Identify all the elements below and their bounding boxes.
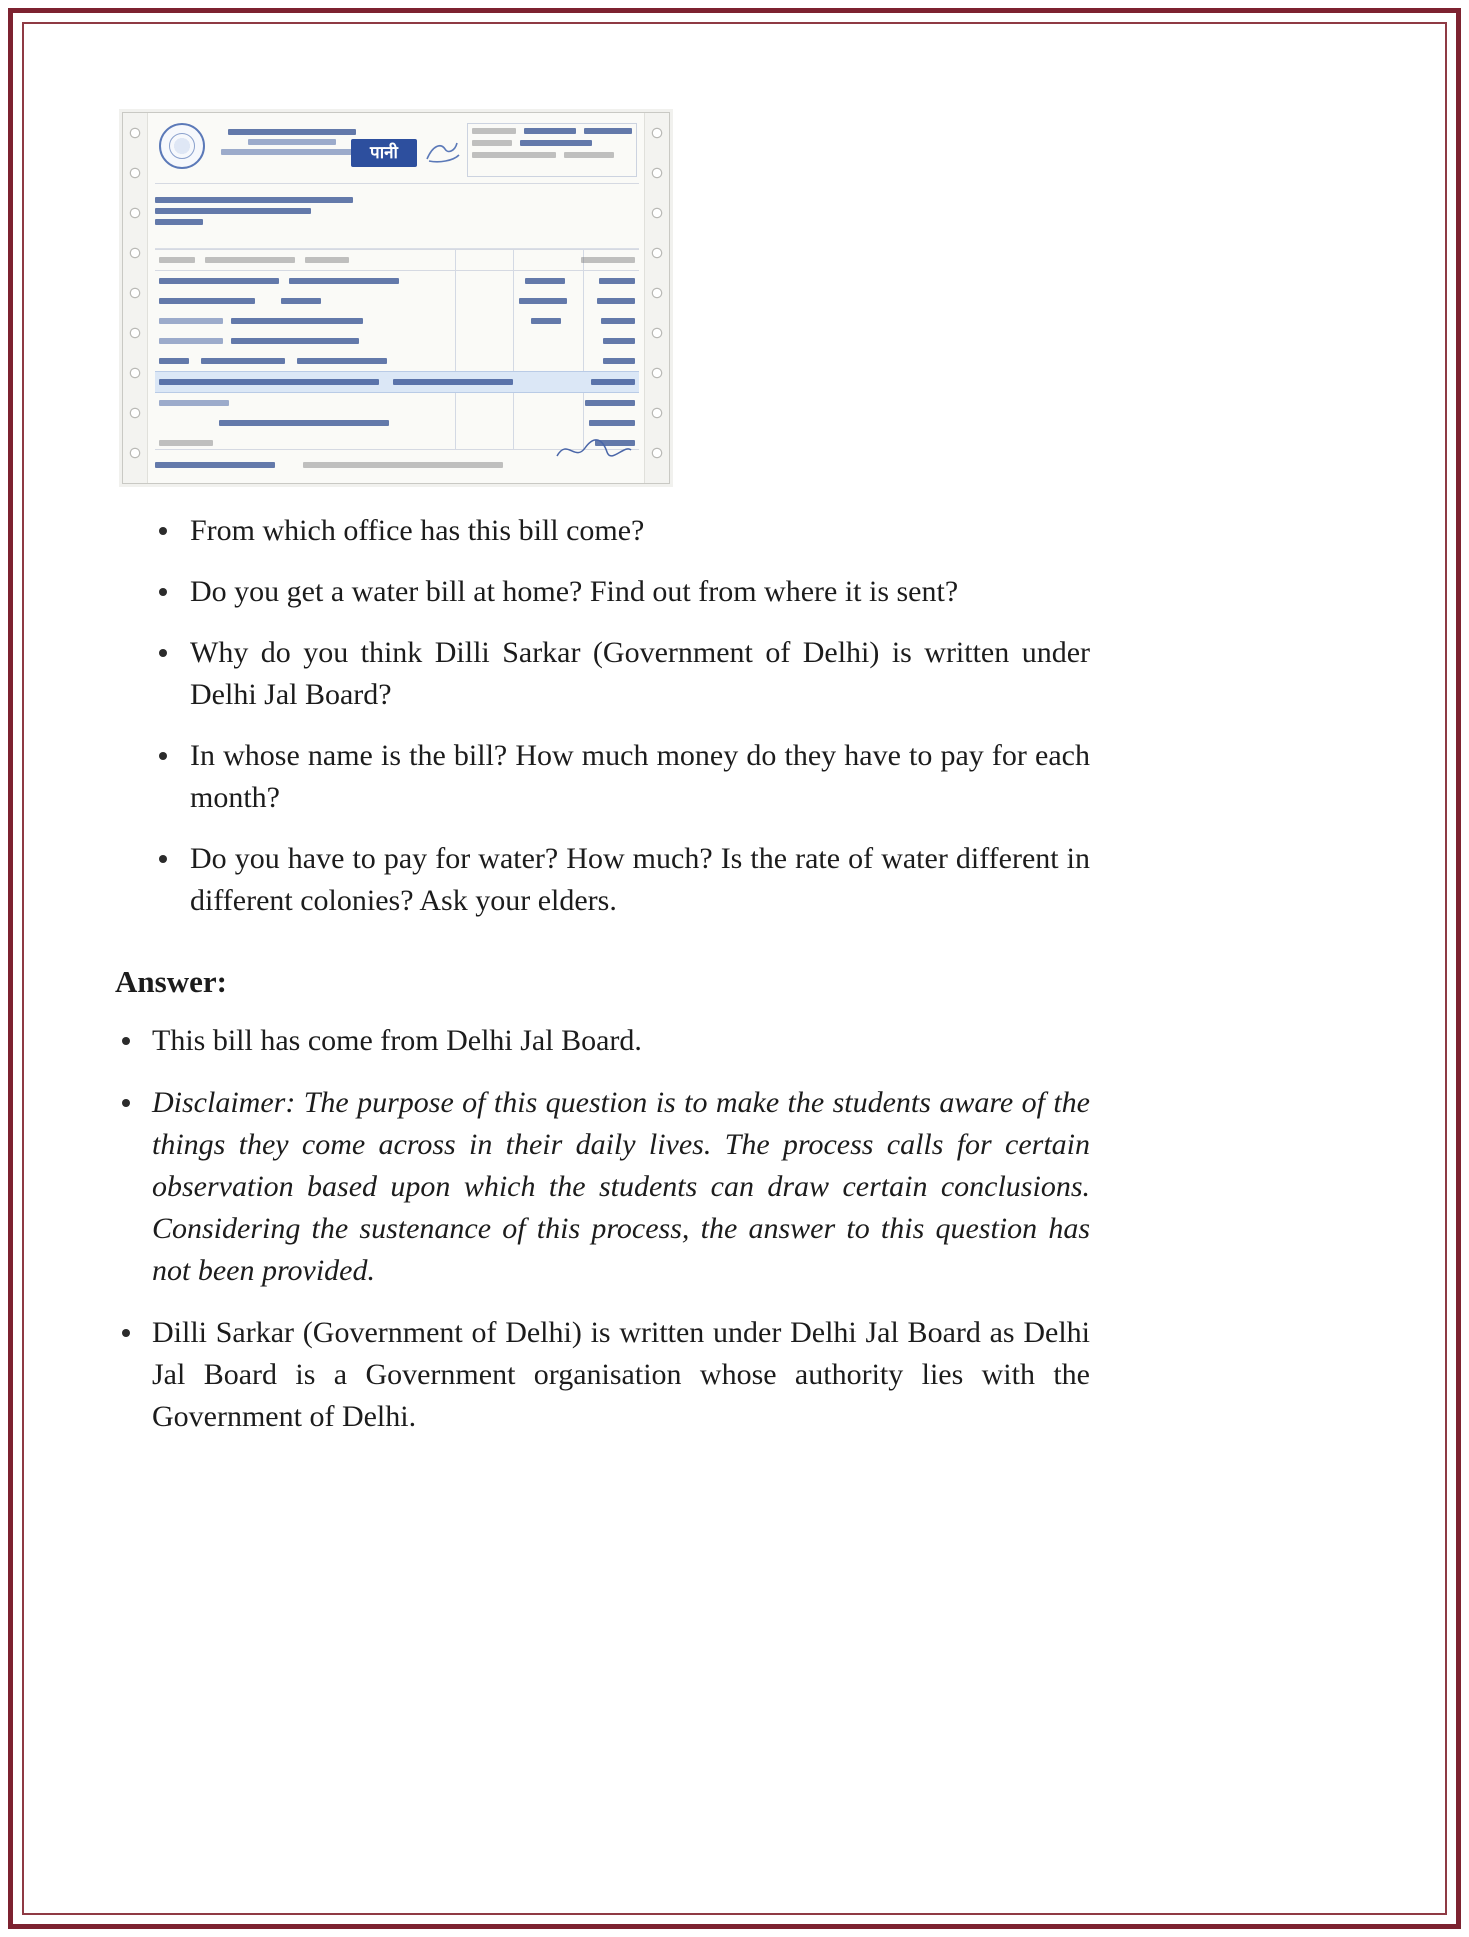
question-text: In whose name is the bill? How much money do they have to pay for each month?: [190, 739, 1090, 814]
delhi-jal-board-emblem-icon: [159, 123, 205, 169]
answer-text: Dilli Sarkar (Government of Delhi) is written under Delhi Jal Board as Delhi Jal Board is a Government organisation whose authority lies with the Government of Delhi.: [152, 1316, 1090, 1433]
bill-table-row: [155, 291, 639, 311]
bill-table-row: [155, 271, 639, 291]
answer-item: [122, 1312, 1090, 1438]
answer-heading: Answer:: [115, 964, 227, 999]
page-content: [26, 26, 1443, 1911]
question-text: From which office has this bill come?: [190, 514, 645, 547]
bill-table: [155, 249, 639, 449]
pani-logo: [351, 139, 417, 167]
bill-highlight-row: [155, 371, 639, 393]
question-text: Do you get a water bill at home? Find out from where it is sent?: [190, 575, 959, 608]
signature-icon: [555, 436, 633, 464]
answer-disclaimer-text: Disclaimer: The purpose of this question is to make the students aware of the things they come across in their daily lives. The process calls for certain observation based upon which the students can draw certain conclusions. Considering the sustenance of this process, the answer to this question has not been provided.: [152, 1086, 1090, 1287]
bullet-marker-icon: [122, 1099, 130, 1107]
bill-paper: [147, 113, 645, 483]
bill-header-hindi-text: [217, 125, 367, 159]
bill-table-row: [155, 393, 639, 413]
question-text: Do you have to pay for water? How much? Is the rate of water different in different colonies? Ask your elders.: [190, 842, 1090, 917]
question-item: [155, 571, 1090, 613]
water-bill-image: [122, 112, 670, 484]
answer-list: [122, 1020, 1090, 1438]
question-list: [155, 510, 1090, 922]
bill-address-block: [155, 184, 639, 249]
bill-table-row: [155, 311, 639, 331]
bill-dates-box: [467, 123, 637, 177]
bill-header: [155, 119, 639, 184]
perforation-strip-right: [644, 113, 669, 483]
question-item: [155, 510, 1090, 552]
bullet-marker-icon: [122, 1037, 130, 1045]
bullet-marker-icon: [122, 1329, 130, 1337]
pani-logo-text: पानी: [370, 143, 398, 162]
question-item: [155, 838, 1090, 922]
bullet-marker-icon: [159, 649, 167, 657]
answer-item: [122, 1082, 1090, 1292]
question-item: [155, 735, 1090, 819]
question-text: Why do you think Dilli Sarkar (Government of Delhi) is written under Delhi Jal Board?: [190, 636, 1090, 711]
question-item: [155, 632, 1090, 716]
swan-icon: [423, 135, 463, 165]
answer-text: This bill has come from Delhi Jal Board.: [152, 1024, 642, 1057]
bill-table-row: [155, 413, 639, 433]
bill-table-row: [155, 249, 639, 271]
bullet-marker-icon: [159, 855, 167, 863]
answer-item: [122, 1020, 1090, 1062]
perforation-strip-left: [123, 113, 148, 483]
bullet-marker-icon: [159, 527, 167, 535]
bullet-marker-icon: [159, 588, 167, 596]
bullet-marker-icon: [159, 752, 167, 760]
bill-table-row: [155, 331, 639, 351]
bill-footer: [155, 449, 639, 484]
bill-table-row: [155, 351, 639, 371]
